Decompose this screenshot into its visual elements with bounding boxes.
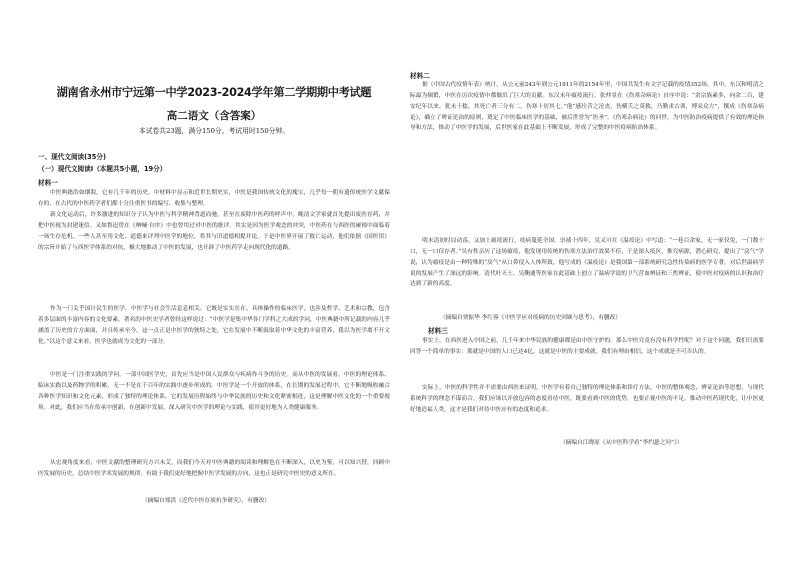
section-subheading: （一）现代文阅读I（本题共5小题，19分）	[38, 165, 167, 173]
page-subtitle: 高二语文（含答案）	[166, 110, 262, 122]
material2-source: （摘编自贾振华 李红蓉《中医学应对疫病的历史回顾与思考》，有删改）	[440, 315, 621, 321]
material1-label: 材料一	[38, 179, 58, 187]
material1-paragraph-5: 从宏观角度来看，中医文献的整理研究方兴未艾，而我们今天对中医典籍的阅读和理解也在不断深入，以史为鉴，可以知兴替，回顾中医发展的历史，总结中医学术发展的规律，有助于我们更好地把握中医学发展的方向，这也正是研究中医史的意义所在。	[38, 460, 390, 477]
section-heading-part1: 一、现代文阅读(35分)	[38, 153, 106, 161]
material3-paragraph-2: 实际上，中医的科学性并不需要由西医来证明，中医学有着自己独特的理论体系和诊疗方法，中医的整体观念、辨证论治等思想，与现代系统科学的理念不谋而合。我们应该以开放包容的态度看待中医，既要看到中医的优势，也要正视中医的不足，推动中医药现代化，让中医更好地造福人类，这才是我们对待中医应有的态度和追求。	[410, 385, 764, 413]
material1-paragraph-2: 新文化运动后，许多激进的知识分子认为中医与科学精神背道而驰，甚至在废除中医药的呼声中，晚清文学家就首先提出废医存药，并把中医视为封建迷信。又如鲁迅曾在《呐喊·自序》中也曾用过对中医的批评。其实是因为医学观念的冲突，中医药在与西医的碰撞中面临着一场生存危机。一些人甚至用文化、道德来评判中医学的地位，将其与旧道德相提并论。于是中医界开展了救亡运动，他们依据《国医馆》的宗旨开始了与西医学体系的对抗，极大地推动了中医的发展，也开辟了中医药学走向现代化的道路。	[38, 212, 390, 251]
material1-paragraph-3: 作为一门关乎国计民生的医学，中医学与社会生活息息相关。它既是实实在在、具体操作的临床医学，也涉及哲学、艺术和宗教，包含着多层面的丰富内容的文化要素。著名的中医史学者曾经这样说过：“中医学是集中华各门学科之大成的学问，中医典籍中所记载的内容几乎涵盖了历史的方方面面，并且传承至今。这一点正是中医学的独特之处，它在发展中不断汲取着中华文化的丰富营养，我以为医学离不开文化。”以这个意义来看，医学也就成为文化的一部分。	[38, 306, 390, 345]
material2-label: 材料二	[410, 72, 430, 80]
material3-source: （摘编自江晓原《从中医科学看“李约瑟之问”》）	[560, 440, 683, 446]
material2-paragraph-1: 据《中国古代疫情年表》统计，从公元前243年到公元1911年的2154年里，中国共发生有文字记载的疫情352场。其中，东汉和明清之际最为频繁，中医在历次疫情中都做出了巨大的贡献。东汉末年瘟疫流行，张仲景在《伤寒杂病论》自序中说：“余宗族素多，向余二百，建安纪年以来，犹未十稔，其死亡者三分有二，伤寒十居其七。”他“感往昔之沦丧，伤横夭之莫救，乃勤求古训，博采众方”，撰成《伤寒杂病论》，确立了辨证论治的原则，奠定了中医临床医学的基础，被后世誉为“医圣”。《伤寒杂病论》的问世，为中医防治疫病提供了有效的理论指导和方法，推动了中医学的发展，后世医家在此基础上不断发展，形成了完整的中医疫病防治体系。	[410, 82, 764, 132]
exam-meta: 本试卷共23题，满分150分。考试用时150分钟。	[138, 127, 290, 135]
material2-paragraph-2: 明末清初时局动荡，又加上瘟疫流行，疫病蔓延全国。崇祯十四年，吴又可在《温疫论》中写道：“一巷百余家，无一家仅免，一门数十口，无一口仅存者。”吴有性亲历了这场瘟疫，他发现用传统的伤寒方法治疗效果不佳，于是深入疫区，推究病源，潜心研究，提出了“戾气”学说，认为瘟疫是由一种特殊的“戾气”从口鼻侵入人体所致。他写成的《温疫论》是我国第一部系统研究急性传染病的医学专著，对后世温病学说的发展产生了深远的影响。清代叶天士、吴鞠通等医家在此基础上创立了温病学说的卫气营血辨证和三焦辨证，使中医对疫病的认识和治疗达到了新的高度。	[410, 238, 764, 288]
material3-label: 材料三	[428, 327, 448, 335]
material1-paragraph-1: 中医典籍浩如烟海，它有几千年的历史。中材料中显示和近世长期史实，中医是我国传统文化的瑰宝，几乎每一朝有遗传统医学文献保存的，在古代的中医药学者们都十分注重医书的编写、收集与整理。	[38, 190, 390, 207]
material3-paragraph-1: 事实上，在西医进入中国之前，几千年来中华民族的健康都是由中医守护的。那么中医究竟有没有科学性呢？对于这个问题，我们只需要回答一个简单的事实：那就是中国的人口已达4亿，这就是中医的主要成就。我们有理由相信，这个成就是不可否认的。	[410, 338, 764, 355]
page-title: 湖南省永州市宁远第一中学2023-2024学年第二学期期中考试题	[56, 86, 372, 99]
material1-source: （摘编自郑洪《近代中医存废抗争研究》，有删改）	[142, 498, 270, 504]
material1-paragraph-4: 中医是一门注重实践的学问，一部中国医学史，首先应当是中国人民群众与疾病作斗争的历史。而从中医的发展看，中医的理论体系、临床实践以及药物学的积累，无一不是在千百年的实践中逐步形成的。中医学是一个开放的体系，在长期的发展过程中，它不断地吸收融合各种医学知识和文化元素，形成了独特的理论体系，它的发展历程始终与中华民族的历史和文化紧密相连，这是理解中医文化的一个重要视角。对此，我们应当在传承中创新，在创新中发展，深入研究中医学的理论与实践，使其更好地为人类健康服务。	[38, 372, 390, 411]
